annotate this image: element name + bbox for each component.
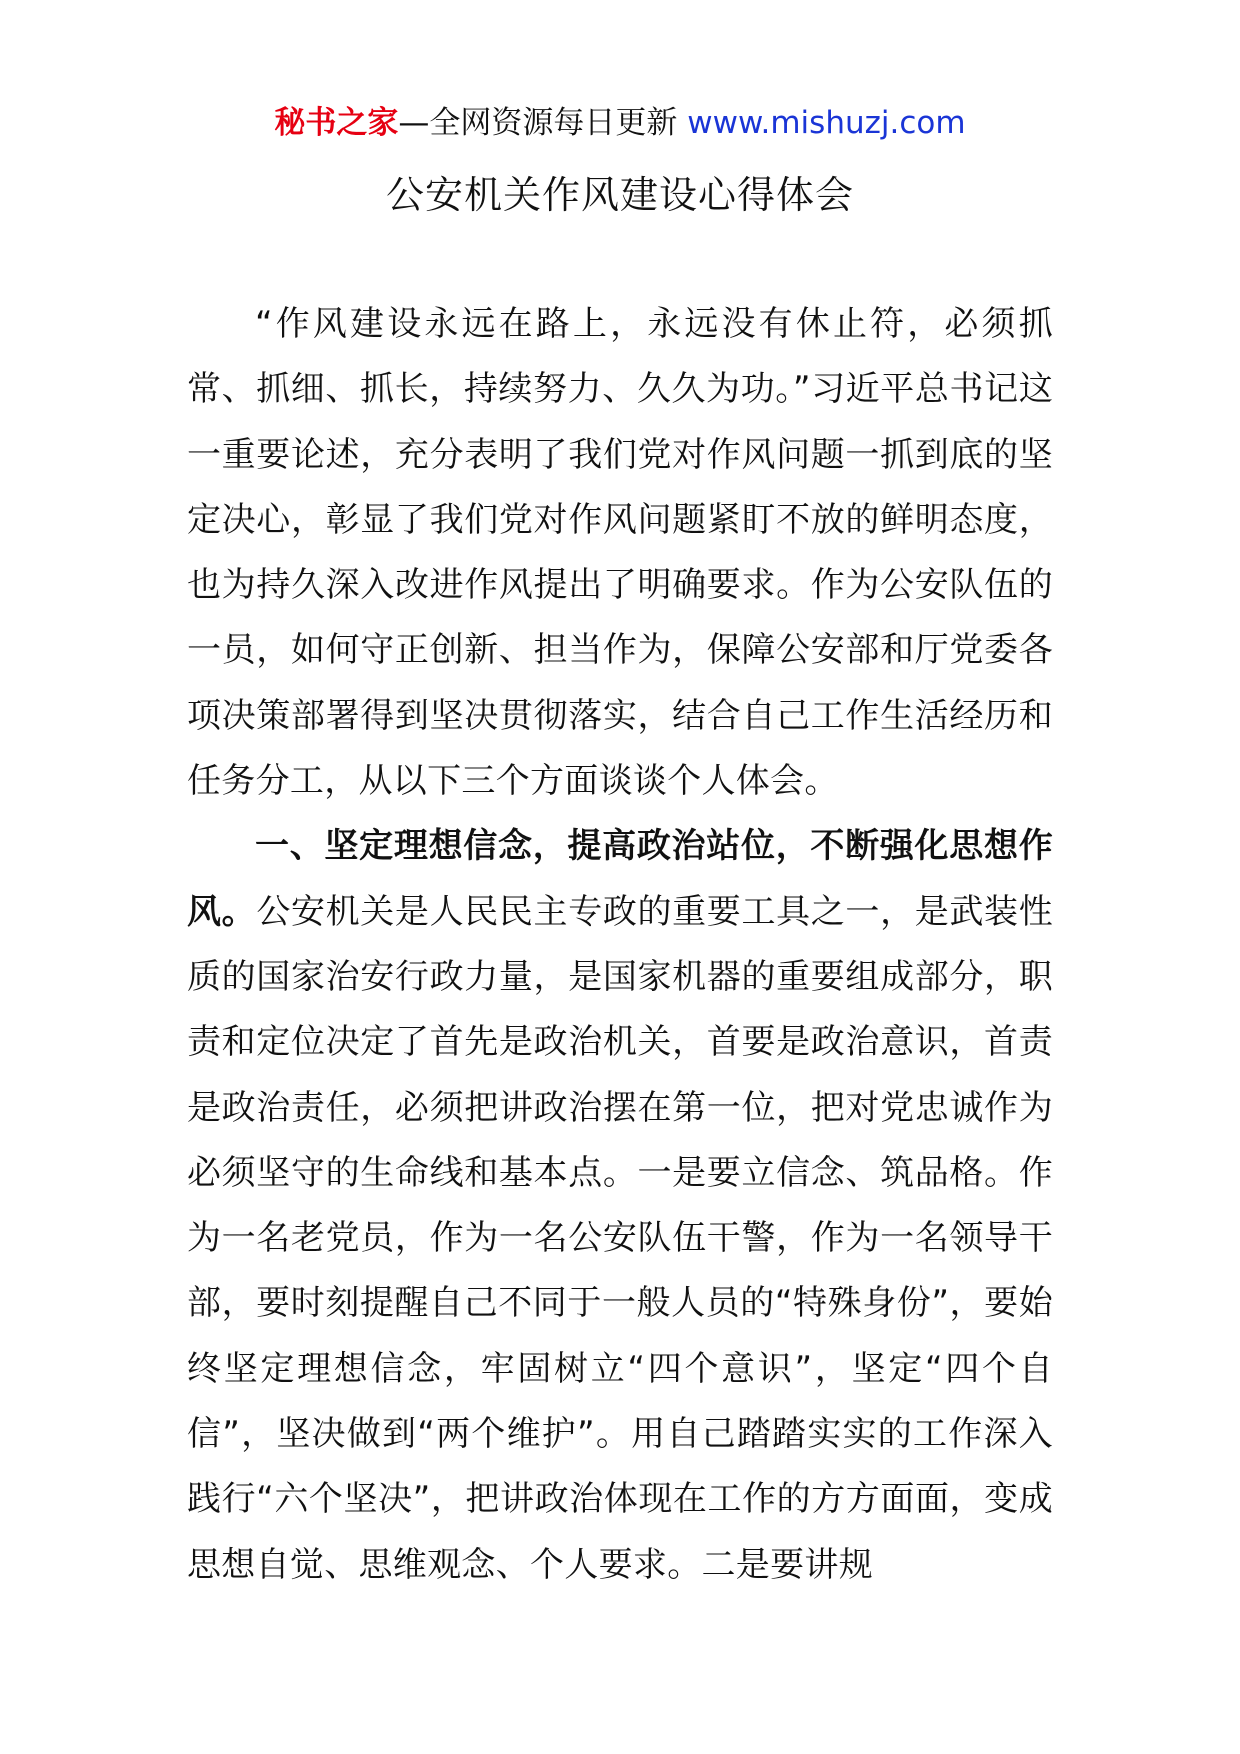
document-body: [187, 292, 1053, 1598]
intro-paragraph-text: “作风建设永远在路上，永远没有休止符，必须抓常、抓细、抓长，持续努力、久久为功。”习近平总书记这一重要论述，充分表明了我们党对作风问题一抓到底的坚定决心，彰显了我们党对作风问题紧盯不放的鲜明态度，也为持久深入改进作风提出了明确要求。作为公安队伍的一员，如何守正创新、担当作为，保障公安部和厅党委各项决策部署得到坚决贯彻落实，结合自己工作生活经历和任务分工，从以下三个方面谈谈个人体会。: [187, 304, 1053, 802]
header-slogan: —全网资源每日更新: [398, 105, 678, 141]
intro-paragraph: [187, 292, 1053, 814]
brand-name: 秘书之家: [274, 105, 399, 141]
section-one-paragraph: [187, 814, 1053, 1598]
document-title: 公安机关作风建设心得体会: [385, 173, 854, 217]
section-one-text: 公安机关是人民民主专政的重要工具之一，是武装性质的国家治安行政力量，是国家机器的重要组成部分，职责和定位决定了首先是政治机关，首要是政治意识，首责是政治责任，必须把讲政治摆在第一位，把对党忠诚作为必须坚守的生命线和基本点。一是要立信念、筑品格。作为一名老党员，作为一名公安队伍干警，作为一名领导干部，要时刻提醒自己不同于一般人员的“特殊身份”，要始终坚定理想信念，牢固树立“四个意识”，坚定“四个自信”，坚决做到“两个维护”。用自己踏踏实实的工作深入践行“六个坚决”，把讲政治体现在工作的方方面面，变成思想自觉、思维观念、个人要求。二是要讲规: [187, 891, 1053, 1585]
section-one-heading: 一、坚定理想信念，提高政治站位，不断强化思想作风。: [187, 826, 1053, 932]
site-url-link[interactable]: www.mishuzj.com: [687, 105, 966, 141]
site-header: [0, 102, 1240, 144]
